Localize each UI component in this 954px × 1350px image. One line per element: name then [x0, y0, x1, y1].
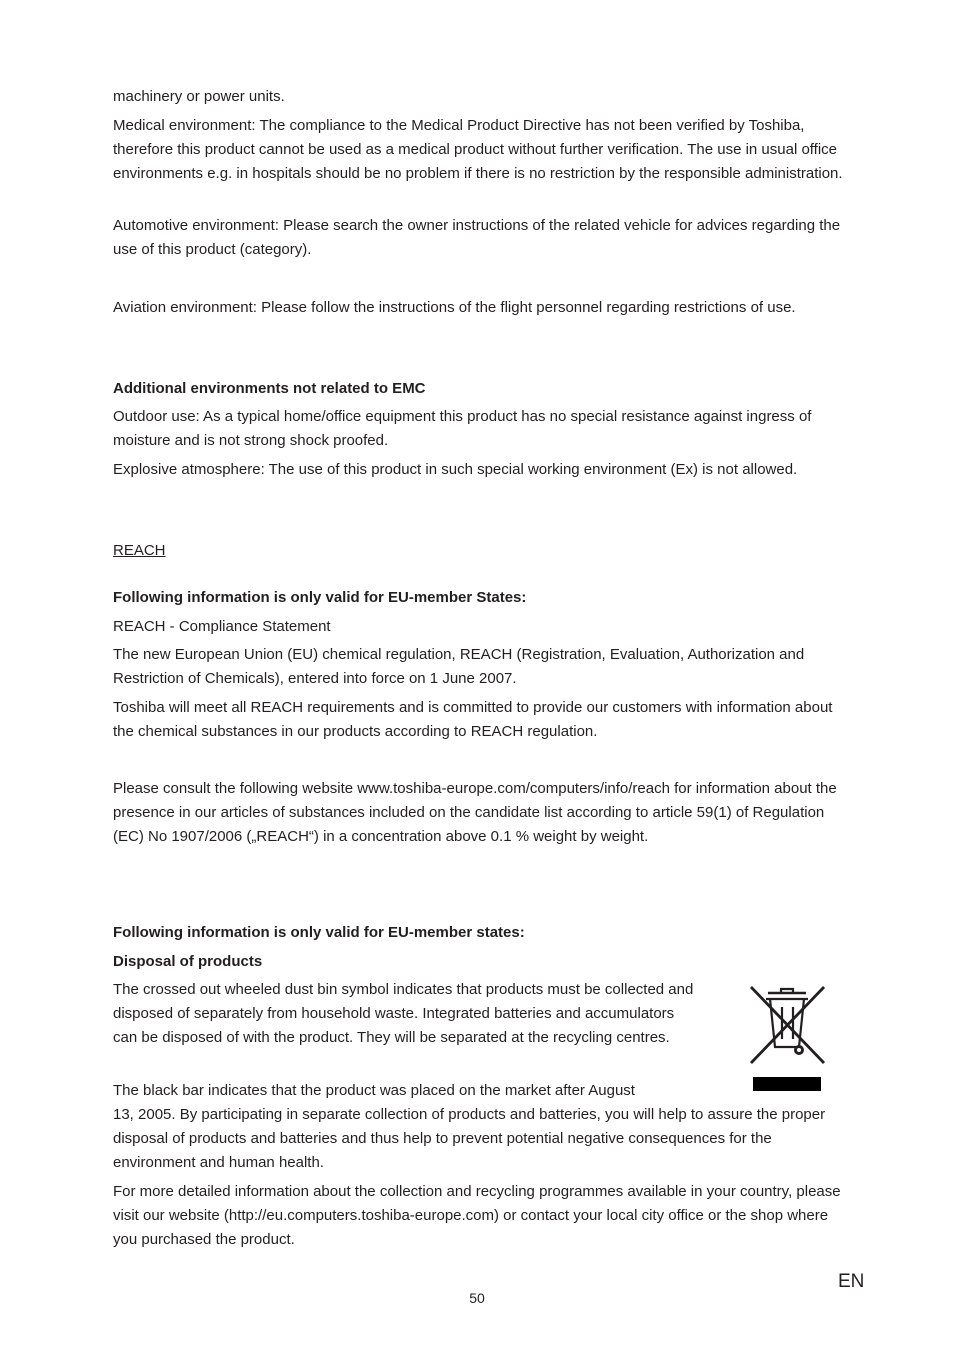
paragraph-toshiba-reach: Toshiba will meet all REACH requirements and is committed to provide our customers with information about the chemical substances in our products according to REACH regulation. — [113, 699, 833, 740]
heading-disposal-of-products: Disposal of products — [113, 953, 263, 970]
paragraph-black-bar-rest: 13, 2005. By participating in separate collection of products and batteries, you will help to assure the proper disposal of products and batteries and thus help to prevent potential negative consequences for the environment and human health. — [113, 1106, 826, 1171]
heading-additional-environments: Additional environments not related to EMC — [113, 380, 426, 397]
paragraph-wheeled-bin-symbol: The crossed out wheeled dust bin symbol indicates that products must be collected and disposed of separately from household waste. Integrated batteries and accumulators can be disposed of with the product. They will be separated at the recycling centres. — [113, 981, 694, 1046]
paragraph-black-bar-line1: The black bar indicates that the product was placed on the market after August — [113, 1082, 635, 1099]
paragraph-automotive-environment: Automotive environment: Please search the owner instructions of the related vehicle for advices regarding the use of this product (category). — [113, 217, 841, 258]
heading-eu-member-states-disposal: Following information is only valid for EU-member states: — [113, 924, 525, 941]
paragraph-medical-environment: Medical environment: The compliance to the Medical Product Directive has not been verified by Toshiba, therefore this product cannot be used as a medical product without further verification. The use in usual office environments e.g. in hospitals should be no problem if there is no restriction by the responsible administration. — [113, 117, 843, 182]
crossed-out-wheeled-bin-icon — [748, 985, 828, 1093]
paragraph-reach-compliance-statement: REACH - Compliance Statement — [113, 618, 331, 635]
language-code: EN — [838, 1271, 865, 1292]
heading-eu-member-states-reach: Following information is only valid for EU-member States: — [113, 589, 527, 606]
black-bar — [753, 1077, 821, 1091]
paragraph-aviation-environment: Aviation environment: Please follow the instructions of the flight personnel regarding restrictions of use. — [113, 299, 796, 316]
heading-reach: REACH — [113, 542, 166, 559]
paragraph-explosive-atmosphere: Explosive atmosphere: The use of this product in such special working environment (Ex) is not allowed. — [113, 461, 798, 478]
paragraph-reach-regulation: The new European Union (EU) chemical regulation, REACH (Registration, Evaluation, Authorization and Restriction of Chemicals), entered into force on 1 June 2007. — [113, 646, 805, 687]
paragraph-outdoor-use: Outdoor use: As a typical home/office equipment this product has no special resistance against ingress of moisture and is not strong shock proofed. — [113, 408, 812, 449]
paragraph-machinery: machinery or power units. — [113, 88, 285, 105]
page-number: 50 — [469, 1290, 485, 1306]
paragraph-more-information: For more detailed information about the collection and recycling programmes available in your country, please visit our website (http://eu.computers.toshiba-europe.com) or contact your local city office or the shop where you purchased the product. — [113, 1183, 841, 1248]
paragraph-reach-website: Please consult the following website www.toshiba-europe.com/computers/info/reach for information about the presence in our articles of substances included on the candidate list according to article 59(1) of Regulation (EC) No 1907/2006 („REACH“) in a concentration above 0.1 % weight by weight. — [113, 780, 837, 845]
